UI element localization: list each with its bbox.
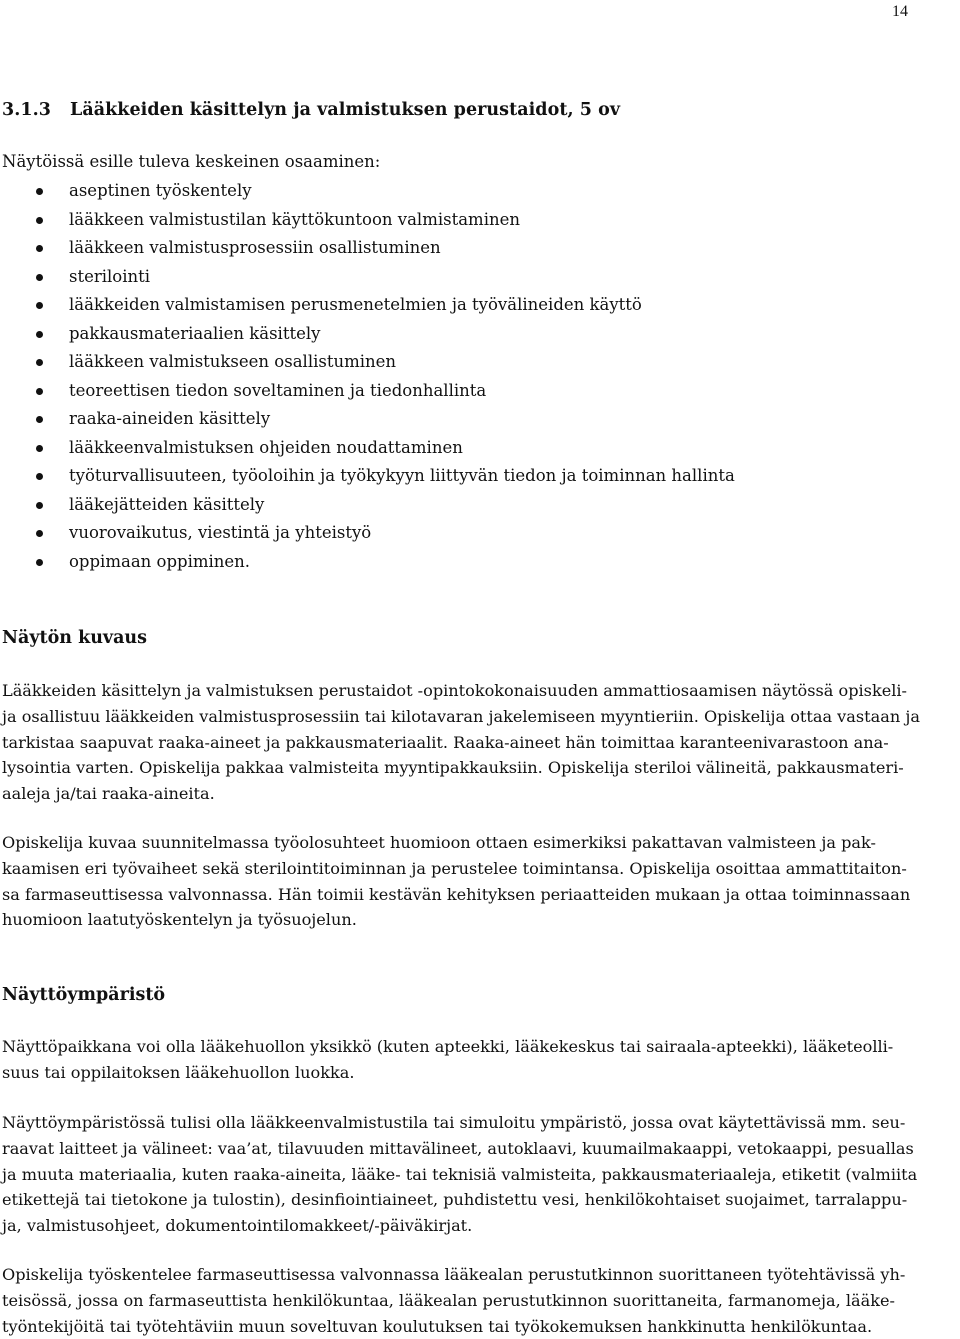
bullet-icon	[36, 445, 43, 452]
section-heading	[2, 100, 620, 120]
list-item: oppimaan oppiminen.	[0, 548, 735, 577]
section-number: 3.1.3	[2, 100, 51, 120]
bullet-icon	[36, 217, 43, 224]
nayttoymparisto-paragraph-1: Näyttöpaikkana voi olla lääkehuollon yksikkö (kuten apteekki, lääkekeskus tai sairaala-apteekki), lääketeolli- suus tai oppilaitoksen lääkehuollon luokka.	[2, 1037, 894, 1082]
list-item: teoreettisen tiedon soveltaminen ja tiedonhallinta	[0, 377, 735, 406]
bullet-icon	[36, 416, 43, 423]
nayttoymparisto-paragraph-2: Näyttöympäristössä tulisi olla lääkkeenvalmistustila tai simuloitu ympäristö, jossa ovat käytettävissä mm. seu- raavat laitteet ja välineet: vaa’at, tilavuuden mittavälineet, autoklaavi, kuumailmakaappi, vetokaappi, pesuallas ja muuta materiaalia, kuten raaka-aineita, lääke- tai teknisiä valmisteita, pakkausmateriaaleja, etiketit (valmiita etikettejä tai tietokone ja tulostin), desinfiointiaineet, puhdistettu vesi, henkilökohtaiset suojaimet, tarralappu- ja, valmistusohjeet, dokumentointilomakkeet/-päiväkirjat.	[2, 1113, 918, 1236]
bullet-icon	[36, 473, 43, 480]
nayttoymparisto-paragraph-3: Opiskelija työskentelee farmaseuttisessa valvonnassa lääkealan perustutkinnon suorittaneen työtehtävissä yh- teisössä, jossa on farmaseuttista henkilökuntaa, lääkealan perustutkinnon suorittaneita, farmanomeja, lääke- työntekijöitä tai työtehtäviin muun soveltuvan koulutuksen tai työkokemuksen hankkinutta henkilökuntaa.	[2, 1265, 906, 1336]
bullet-icon	[36, 502, 43, 509]
naytto-kuvaus-paragraph-2: Opiskelija kuvaa suunnitelmassa työolosuhteet huomioon ottaen esimerkiksi pakattavan valmisteen ja pak- kaamisen eri työvaiheet sekä sterilointitoiminnan ja perustelee toimintansa. Opiskelija osoittaa ammattitaiton- sa farmaseuttisessa valvonnassa. Hän toimii kestävän kehityksen periaatteiden mukaan ja ottaa toiminnassaan huomioon laatutyöskentelyn ja työsuojelun.	[2, 833, 911, 930]
section-title: Lääkkeiden käsittelyn ja valmistuksen perustaidot, 5 ov	[70, 100, 621, 120]
naytto-kuvaus-heading: Näytön kuvaus	[2, 628, 148, 648]
page-number: 14	[892, 3, 908, 20]
bullet-icon	[36, 388, 43, 395]
nayttoymparisto-heading: Näyttöympäristö	[2, 985, 166, 1005]
bullet-icon	[36, 331, 43, 338]
bullet-icon	[36, 245, 43, 252]
list-item: lääkkeenvalmistuksen ohjeiden noudattaminen	[0, 434, 735, 463]
list-item: lääkkeen valmistukseen osallistuminen	[0, 348, 735, 377]
list-item: vuorovaikutus, viestintä ja yhteistyö	[0, 519, 735, 548]
bullet-icon	[36, 274, 43, 281]
competence-list	[0, 177, 735, 576]
list-item: aseptinen työskentely	[0, 177, 735, 206]
bullet-icon	[36, 559, 43, 566]
list-item: raaka-aineiden käsittely	[0, 405, 735, 434]
list-item: lääkejätteiden käsittely	[0, 491, 735, 520]
competences-intro: Näytöissä esille tuleva keskeinen osaaminen:	[2, 152, 381, 171]
bullet-icon	[36, 530, 43, 537]
list-item: lääkkeen valmistusprosessiin osallistuminen	[0, 234, 735, 263]
bullet-icon	[36, 302, 43, 309]
list-item: sterilointi	[0, 263, 735, 292]
bullet-icon	[36, 188, 43, 195]
list-item: työturvallisuuteen, työoloihin ja työkykyyn liittyvän tiedon ja toiminnan hallinta	[0, 462, 735, 491]
list-item: pakkausmateriaalien käsittely	[0, 320, 735, 349]
naytto-kuvaus-paragraph-1: Lääkkeiden käsittelyn ja valmistuksen perustaidot -opintokokonaisuuden ammattiosaamisen näytössä opiskeli- ja osallistuu lääkkeiden valmistusprosessiin tai kilotavaran jakelemiseen myyntieriin. Opiskelija ottaa vastaan ja tarkistaa saapuvat raaka-aineet ja pakkausmateriaalit. Raaka-aineet hän toimittaa karanteenivarastoon ana- lysointia varten. Opiskelija pakkaa valmisteita myyntipakkauksiin. Opiskelija steriloi välineitä, pakkausmateri- aaleja ja/tai raaka-aineita.	[2, 681, 920, 804]
list-item: lääkkeiden valmistamisen perusmenetelmien ja työvälineiden käyttö	[0, 291, 735, 320]
list-item: lääkkeen valmistustilan käyttökuntoon valmistaminen	[0, 206, 735, 235]
bullet-icon	[36, 359, 43, 366]
